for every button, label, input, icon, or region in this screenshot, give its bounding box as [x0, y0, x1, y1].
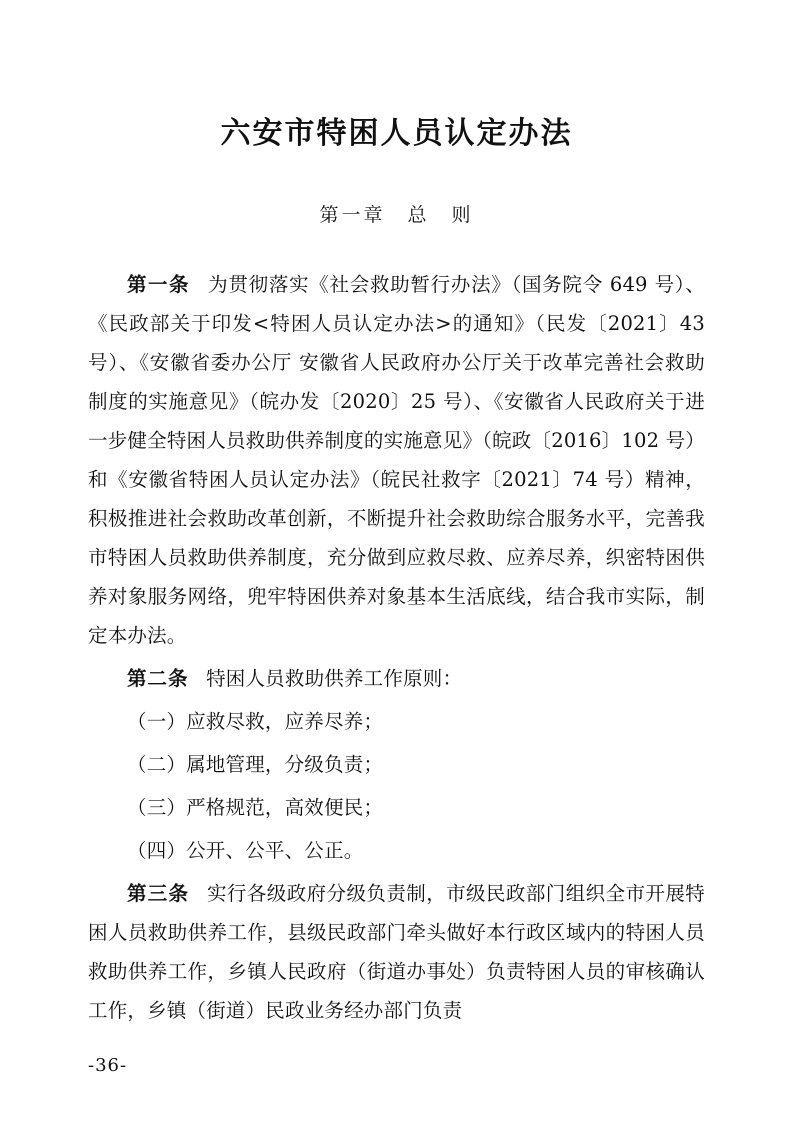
article-text: 为贯彻落实《社会救助暂行办法》（国务院令 649 号）、《民政部关于印发<特困人员认定办法>的通知》（民发〔2021〕43 号）、《安徽省委办公厅 安徽省人民政府办公厅关于改革完善社会救助制度的实施意见》（皖办发〔2020〕25 号）、《安徽省人民政府关于进一步健全特困人员救助供养制度的实施意见》（皖政〔2016〕102 号）和《安徽省特困人员认定办法》（皖民社救字〔2021〕74 号）精神，积极推进社会救助改革创新，不断提升社会救助综合服务水平，完善我市特困人员救助供养制度，充分做到应救尽救、应养尽养，织密特困供养对象服务网络，兜牢特困供养对象基本生活底线，结合我市实际，制定本办法。 — [88, 273, 705, 647]
paragraph-article-1 — [88, 265, 705, 655]
paragraph-article-3 — [88, 874, 705, 1030]
article-text: 实行各级政府分级负责制，市级民政部门组织全市开展特困人员救助供养工作，县级民政部门牵头做好本行政区域内的特困人员救助供养工作，乡镇人民政府（街道办事处）负责特困人员的审核确认工作，乡镇（街道）民政业务经办部门负责 — [88, 882, 705, 1022]
article-label: 第三条 — [127, 882, 190, 905]
page-title: 六安市特困人员认定办法 — [220, 116, 573, 151]
paragraph-article-2 — [88, 659, 705, 698]
list-item: （一）应救尽救，应养尽养； — [127, 710, 384, 733]
article-text: 特困人员救助供养工作原则： — [206, 667, 463, 690]
article-label: 第一条 — [127, 273, 191, 296]
page-number: -36- — [88, 1055, 128, 1076]
chapter-heading: 第一章 总 则 — [319, 204, 474, 226]
document-body — [88, 265, 705, 1030]
article-label: 第二条 — [127, 667, 189, 690]
list-item: （二）属地管理，分级负责； — [127, 753, 384, 776]
list-item: （三）严格规范，高效便民； — [127, 796, 384, 819]
list-item: （四）公开、公平、公正。 — [127, 839, 364, 862]
